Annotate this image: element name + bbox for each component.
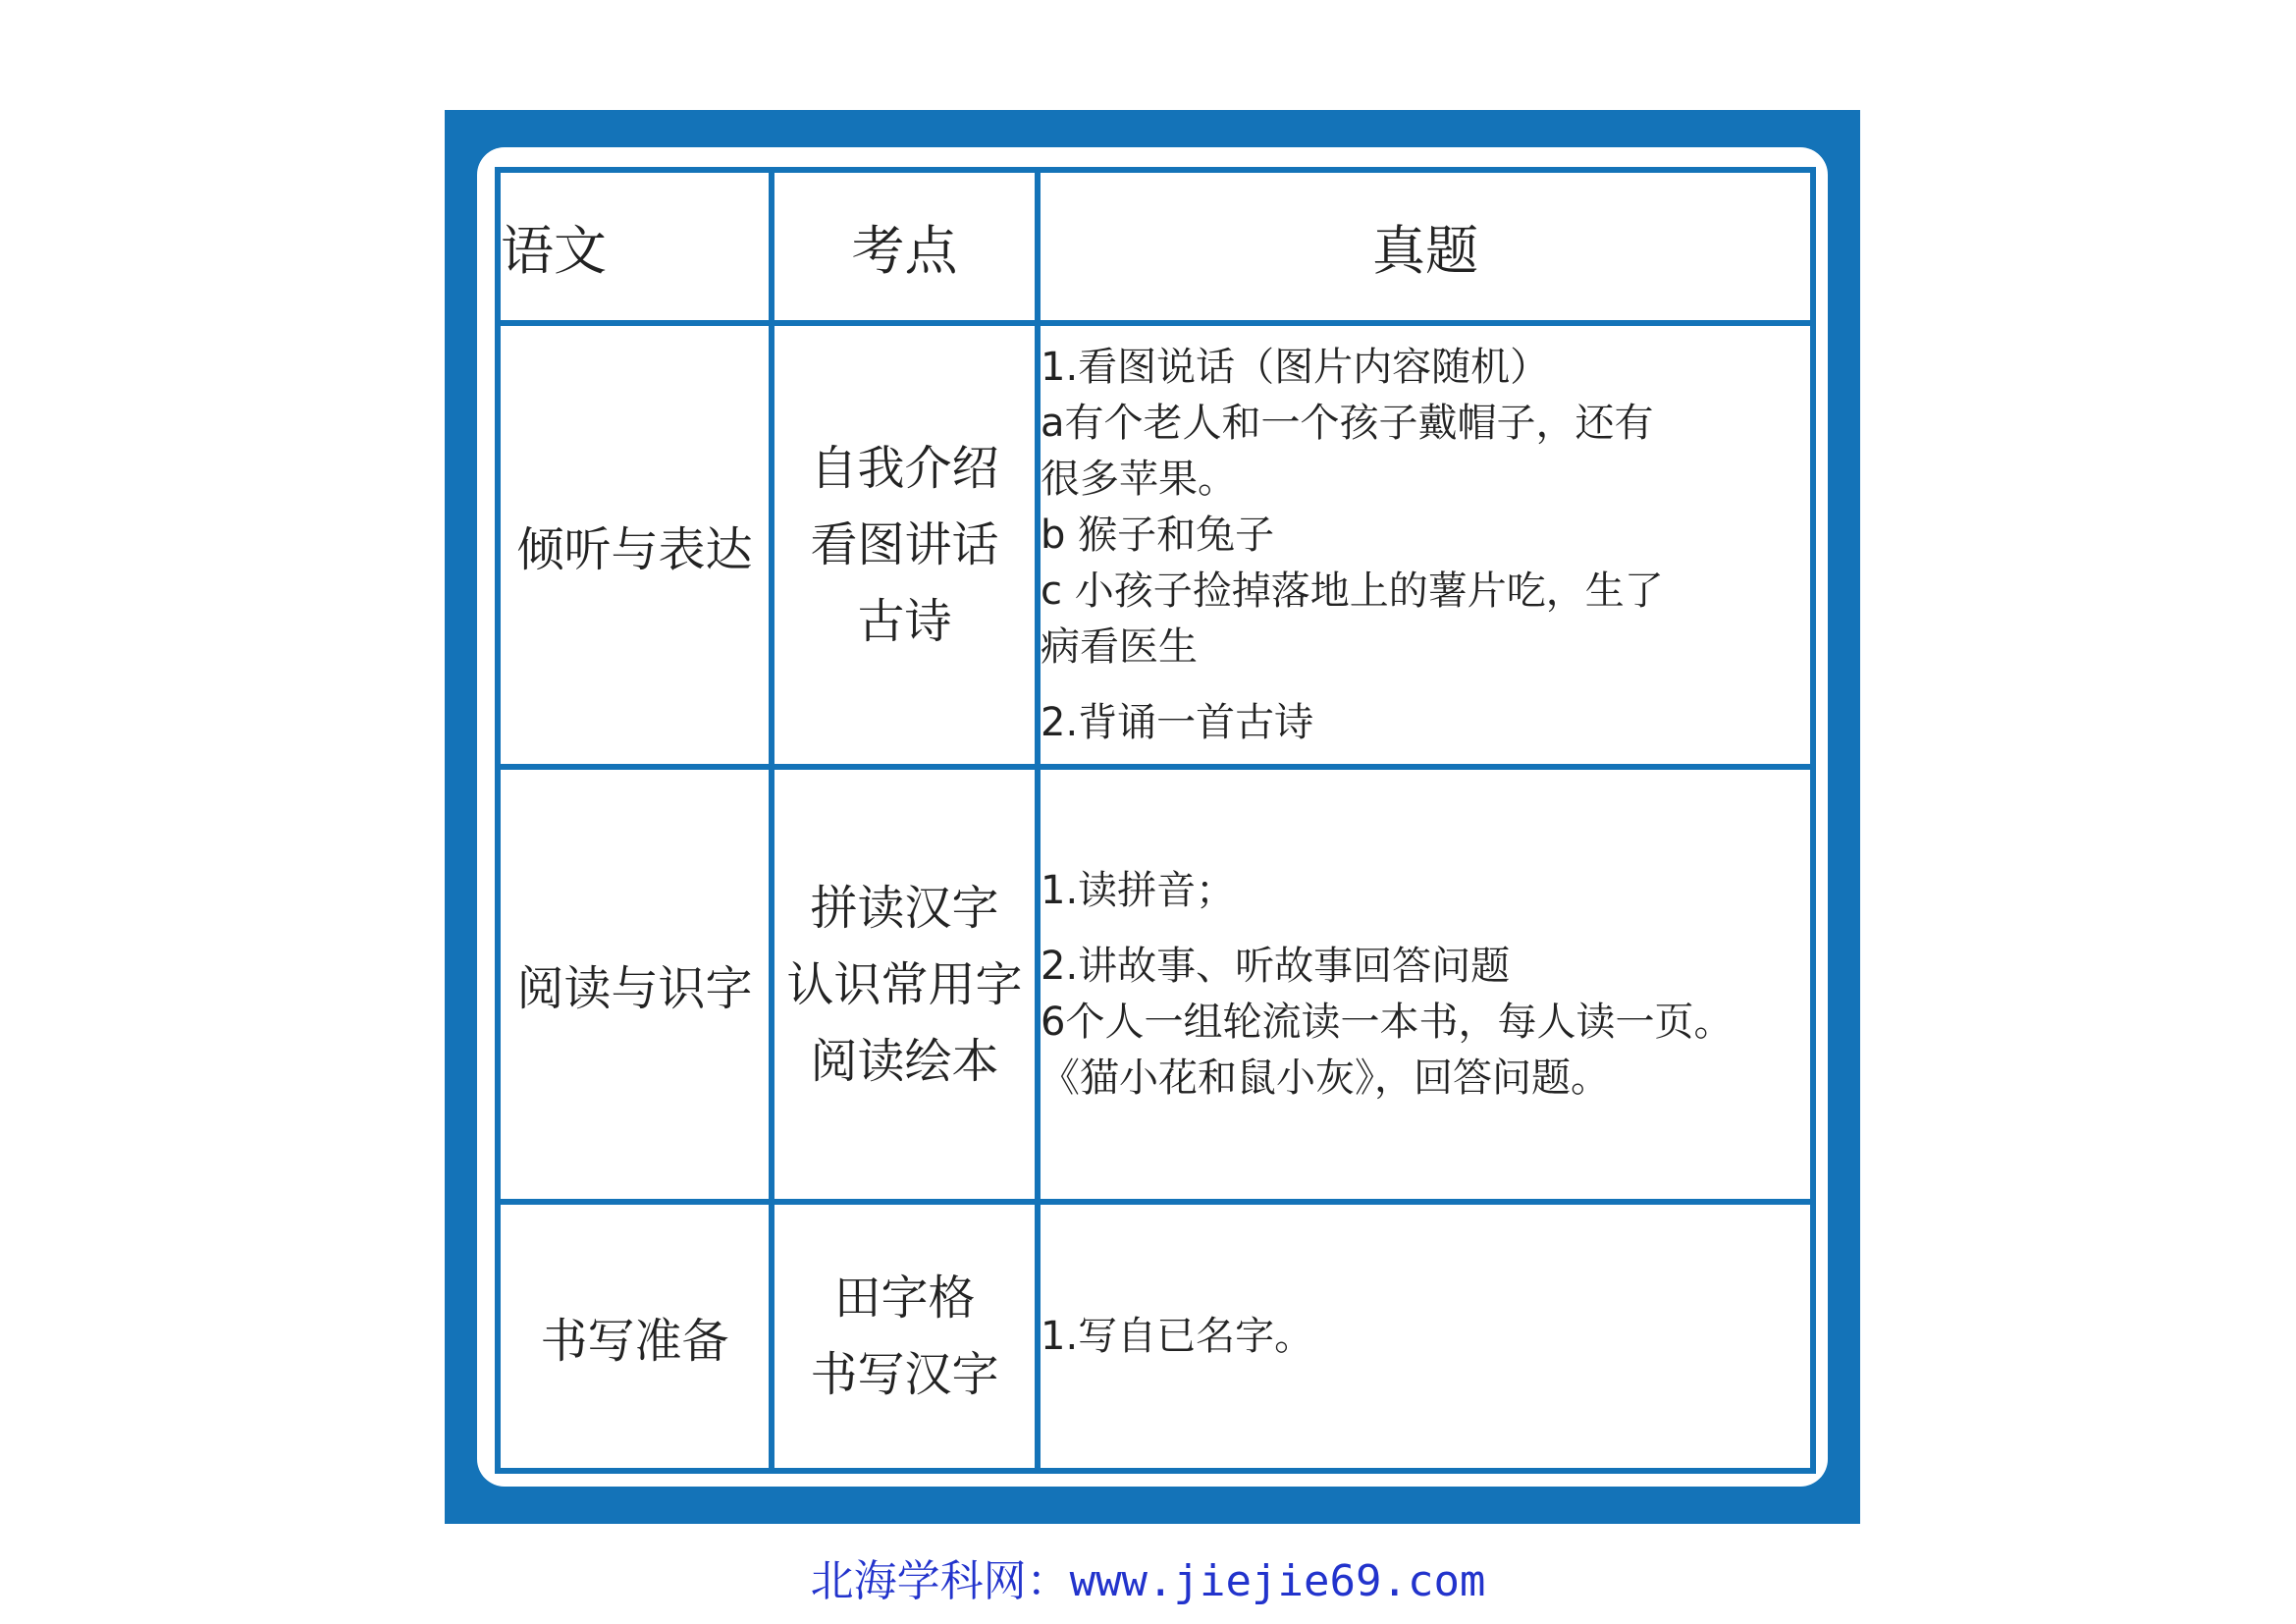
exam-table: [495, 167, 1816, 1474]
points-cell: [772, 767, 1038, 1202]
questions-cell: [1038, 323, 1813, 767]
question-line: 很多苹果。: [1041, 456, 1237, 502]
table-row: [498, 1202, 1813, 1471]
header-subject: 语文: [498, 170, 772, 323]
table-panel: [477, 147, 1828, 1487]
questions-cell: [1038, 1202, 1813, 1471]
table-frame: [445, 110, 1860, 1524]
table-header-row: [498, 170, 1813, 323]
table-row: [498, 323, 1813, 767]
question-line: a有个老人和一个孩子戴帽子，还有: [1041, 400, 1654, 446]
question-line: 2.讲故事、听故事回答问题: [1041, 943, 1511, 989]
points-cell: [772, 323, 1038, 767]
question-line: 2.背诵一首古诗: [1041, 699, 1314, 745]
point-item: 认识常用字: [786, 956, 1023, 1012]
point-item: 看图讲话: [810, 517, 999, 572]
question-line: 1.看图说话（图片内容随机）: [1041, 344, 1550, 390]
points-cell: [772, 1202, 1038, 1471]
footer-source: [0, 1557, 2296, 1606]
question-line: 病看医生: [1041, 623, 1198, 670]
questions-cell: [1038, 767, 1813, 1202]
header-questions: 真题: [1038, 170, 1813, 323]
point-item: 拼读汉字: [810, 880, 999, 936]
question-line: 1.读拼音；: [1041, 867, 1236, 913]
point-item: 书写汉字: [810, 1347, 999, 1402]
point-item: 古诗: [857, 594, 952, 649]
point-item: 田字格: [833, 1271, 976, 1326]
footer-url-link[interactable]: www.jiejie69.com: [1069, 1556, 1486, 1606]
question-line: 6个人一组轮流读一本书，每人读一页。: [1041, 999, 1734, 1045]
point-item: 自我介绍: [810, 441, 999, 496]
footer-label: 北海学科网：: [810, 1556, 1070, 1606]
question-line: 1.写自已名字。: [1041, 1313, 1314, 1359]
question-line: c 小孩子捡掉落地上的薯片吃，生了: [1041, 568, 1664, 614]
point-item: 阅读绘本: [810, 1033, 999, 1089]
header-points: 考点: [772, 170, 1038, 323]
subject-cell: 倾听与表达: [498, 323, 772, 767]
table-row: [498, 767, 1813, 1202]
question-line: b 猴子和兔子: [1041, 512, 1275, 558]
question-line: 《猫小花和鼠小灰》，回答问题。: [1041, 1055, 1610, 1101]
subject-cell: 书写准备: [498, 1202, 772, 1471]
subject-cell: 阅读与识字: [498, 767, 772, 1202]
